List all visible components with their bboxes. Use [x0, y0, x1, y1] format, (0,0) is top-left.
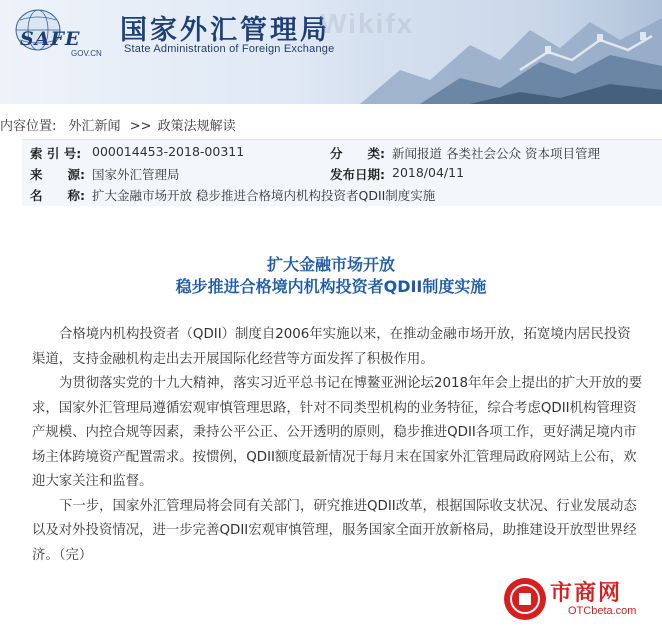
name-label: 名 称: — [30, 188, 85, 203]
index-label: 索 引 号: — [30, 146, 82, 161]
breadcrumb-item-policy[interactable]: 政策法规解读 — [157, 119, 236, 134]
article-paragraph: 下一步，国家外汇管理局将会同有关部门，研究推进QDII改革，根据国际收支状况、行业发展动态以及对外投资情况，进一步完善QDII宏观审慎管理，服务国家全面开放新格局，助推建设开放型世界经济。（完） — [32, 498, 637, 563]
breadcrumb-prefix: 内容位置: — [0, 119, 57, 134]
breadcrumb — [0, 115, 236, 135]
article-title-line-2: 稳步推进合格境内机构投资者QDII制度实施 — [175, 277, 487, 296]
watermark-name: 市商网 — [550, 581, 623, 606]
otcbeta-watermark — [500, 574, 660, 628]
coin-logo-icon — [502, 576, 548, 622]
category-label: 分 类: — [330, 146, 385, 161]
site-title: 国家外汇管理局 — [120, 15, 330, 46]
site-banner — [0, 0, 662, 104]
article-body — [32, 323, 644, 568]
source-value: 国家外汇管理局 — [92, 167, 180, 182]
watermark-url: OTCbeta.com — [568, 605, 637, 617]
faint-watermark: Wikifx — [320, 8, 415, 39]
category-value: 新闻报道 各类社会公众 资本项目管理 — [392, 146, 600, 161]
logo-text: SAFE — [20, 28, 81, 50]
name-value: 扩大金融市场开放 稳步推进合格境内机构投资者QDII制度实施 — [92, 188, 436, 203]
date-value: 2018/04/11 — [392, 165, 465, 180]
date-label: 发布日期: — [330, 167, 385, 182]
article-title-line-1: 扩大金融市场开放 — [266, 255, 395, 274]
article-paragraph: 为贯彻落实党的十九大精神，落实习近平总书记在博鳌亚洲论坛2018年年会上提出的扩大开放的要求，国家外汇管理局遵循宏观审慎管理思路，针对不同类型机构的业务特征，综合考虑QDII机构管理资产规模、内控合规等因素，秉持公平公正、公开透明的原则，稳步推进QDII各项工作，更好满足境内市场主体跨境资产配置需求。按惯例，QDII额度最新情况于每月末在国家外汇管理局政府网站上公布，欢迎大家关注和监督。 — [32, 376, 643, 489]
logo-domain: GOV.CN — [71, 49, 102, 58]
index-value: 000014453-2018-00311 — [92, 144, 245, 159]
source-label: 来 源: — [30, 167, 85, 182]
safe-logo[interactable] — [6, 6, 102, 58]
breadcrumb-separator: >> — [129, 119, 152, 134]
article-paragraph: 合格境内机构投资者（QDII）制度自2006年实施以来，在推动金融市场开放，拓宽境内居民投资渠道，支持金融机构走出去开展国际化经营等方面发挥了积极作用。 — [32, 327, 631, 367]
site-subtitle: State Administration of Foreign Exchange — [124, 43, 335, 55]
document-info-table — [22, 139, 662, 206]
breadcrumb-item-news[interactable]: 外汇新闻 — [68, 119, 121, 134]
